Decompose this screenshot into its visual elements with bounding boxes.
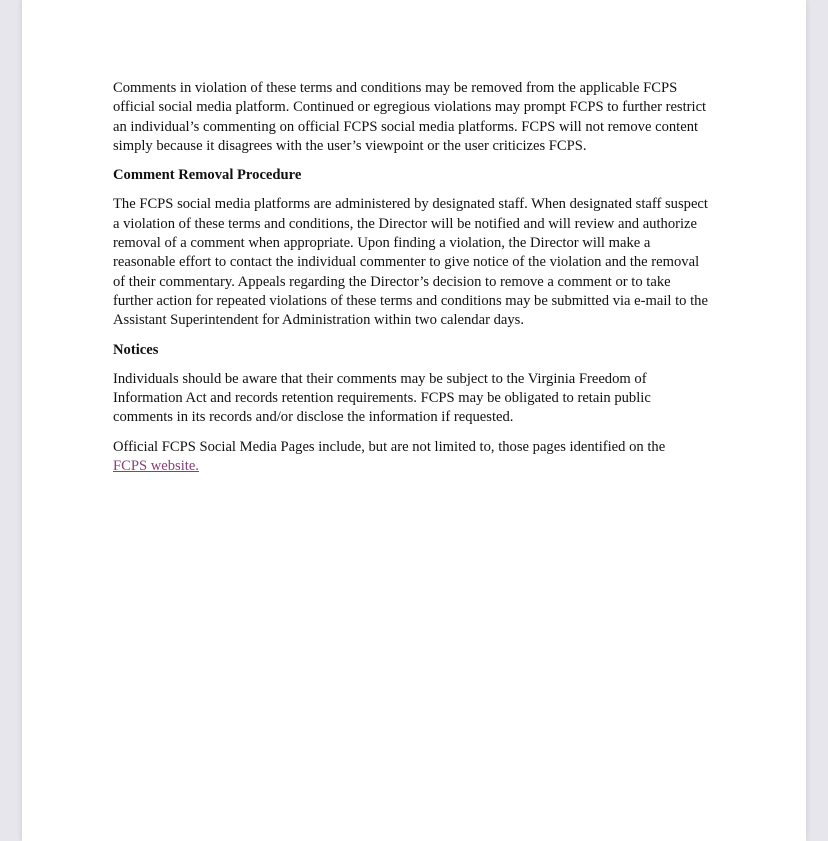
official-pages-text: Official FCPS Social Media Pages include, but are not limited to, those pages identified on the <box>113 438 666 455</box>
violation-paragraph: Comments in violation of these terms and conditions may be removed from the applicable FCPS official social media platform. Continued or egregious violations may prompt FCPS to further restrict an individual’s commenting on official FCPS social media platforms. FCPS will not remove content simply because it disagrees with the user’s viewpoint or the user criticizes FCPS. <box>113 80 707 154</box>
document-page <box>22 0 806 841</box>
removal-procedure-paragraph: The FCPS social media platforms are administered by designated staff. When designated staff suspect a violation of these terms and conditions, the Director will be notified and will review and authorize removal of a comment when appropriate. Upon finding a violation, the Director will make a reasonable effort to contact the individual commenter to give notice of the violation and the removal of their commentary. Appeals regarding the Director’s decision to remove a comment or to take further action for repeated violations of these terms and conditions may be submitted via e-mail to the Assistant Superintendent for Administration within two calendar days. <box>113 196 708 329</box>
notices-heading: Notices <box>113 341 159 358</box>
fcps-website-link[interactable]: FCPS website. <box>113 458 199 475</box>
foia-paragraph: Individuals should be aware that their comments may be subject to the Virginia Freedom of Information Act and records retention requirements. FCPS may be obligated to retain public comments in its records and/or disclose the information if requested. <box>113 370 651 426</box>
document-content <box>113 79 713 486</box>
official-pages-paragraph <box>113 438 713 477</box>
comment-removal-heading: Comment Removal Procedure <box>113 167 302 184</box>
